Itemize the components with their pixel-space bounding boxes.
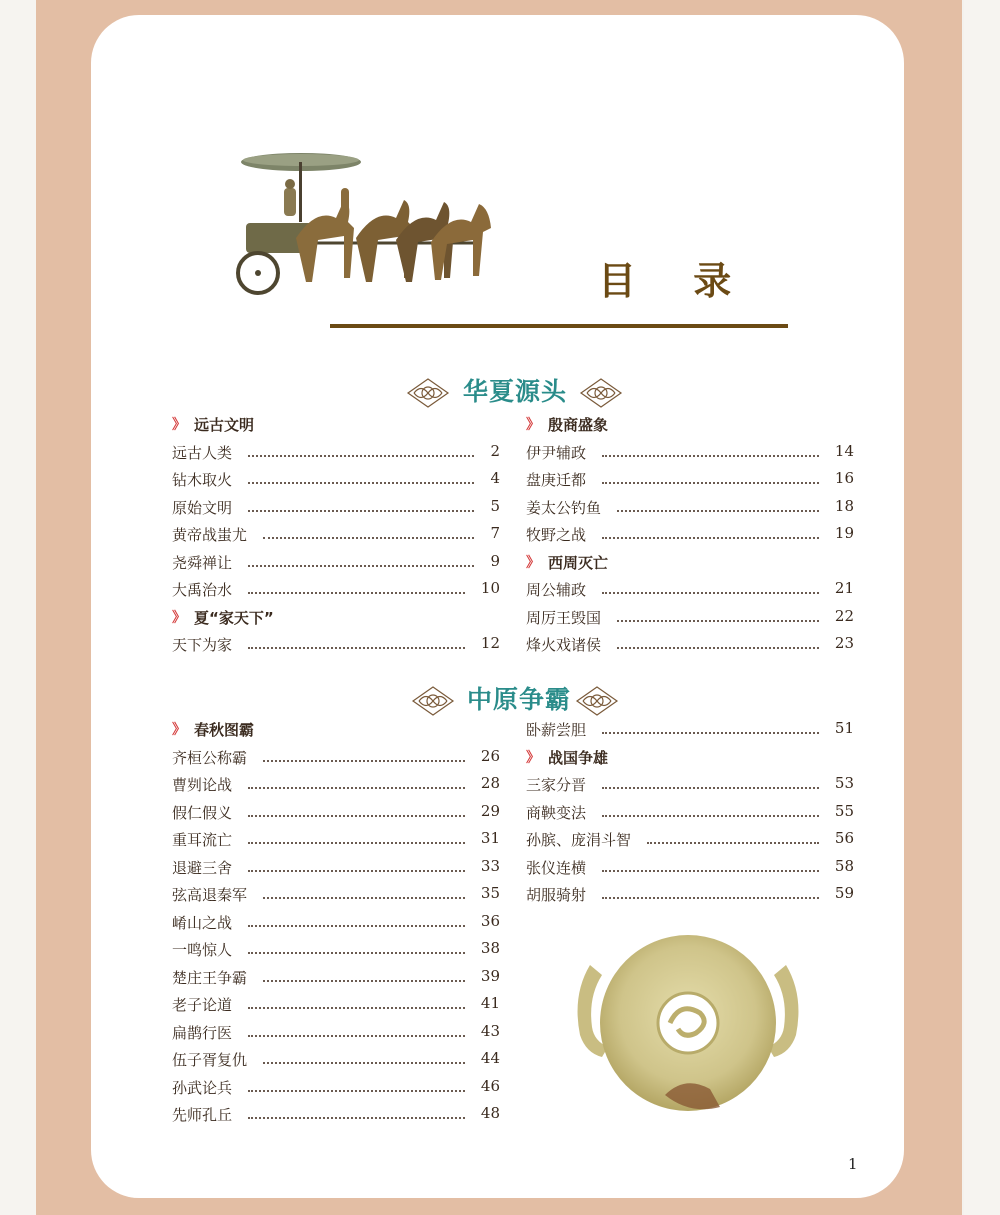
toc-entry-title: 商鞅变法 bbox=[526, 804, 587, 822]
toc-entry-page: 19 bbox=[834, 524, 854, 542]
toc-entry-page: 53 bbox=[834, 774, 854, 792]
dot-leader bbox=[602, 537, 819, 539]
chevron-marker-icon: 》 bbox=[526, 555, 540, 571]
toc-subsection-heading bbox=[526, 414, 854, 440]
knot-ornament-icon bbox=[405, 376, 451, 410]
toc-entry bbox=[526, 802, 854, 828]
toc-entry-title: 原始文明 bbox=[172, 499, 233, 517]
page-number: 1 bbox=[848, 1155, 858, 1173]
toc-entry-page: 10 bbox=[480, 579, 500, 597]
dot-leader bbox=[248, 815, 465, 817]
toc-entry bbox=[172, 469, 500, 495]
dot-leader bbox=[248, 842, 465, 844]
toc-entry-page: 4 bbox=[490, 469, 500, 487]
dot-leader bbox=[263, 980, 465, 982]
dot-leader bbox=[647, 842, 819, 844]
toc-entry-page: 44 bbox=[480, 1049, 500, 1067]
toc-entry-title: 大禹治水 bbox=[172, 581, 233, 599]
toc-entry bbox=[526, 829, 854, 855]
dot-leader bbox=[602, 787, 819, 789]
toc-entry-title: 扁鹊行医 bbox=[172, 1024, 233, 1042]
toc-entry-title: 伍子胥复仇 bbox=[172, 1051, 248, 1069]
toc-entry bbox=[172, 579, 500, 605]
toc-subsection-heading bbox=[172, 719, 500, 745]
dot-leader bbox=[602, 732, 819, 734]
knot-ornament-icon bbox=[410, 684, 456, 718]
toc-entry-title: 黄帝战蚩尤 bbox=[172, 526, 248, 544]
section-heading bbox=[0, 680, 1000, 720]
toc-entry-title: 天下为家 bbox=[172, 636, 233, 654]
dot-leader bbox=[248, 1117, 465, 1119]
toc-entry-title: 伊尹辅政 bbox=[526, 444, 587, 462]
toc-entry bbox=[172, 634, 500, 660]
toc-entry bbox=[526, 884, 854, 910]
toc-entry bbox=[172, 1077, 500, 1103]
subsection-label: 战国争雄 bbox=[548, 749, 609, 767]
toc-entry-page: 51 bbox=[834, 719, 854, 737]
toc-entry bbox=[172, 994, 500, 1020]
toc-entry bbox=[526, 607, 854, 633]
toc-entry-title: 胡服骑射 bbox=[526, 886, 587, 904]
dot-leader bbox=[263, 897, 465, 899]
subsection-label: 夏“家天下” bbox=[194, 609, 274, 627]
toc-entry-title: 孙膑、庞涓斗智 bbox=[526, 831, 632, 849]
dot-leader bbox=[617, 510, 819, 512]
section-title: 华夏源头 bbox=[463, 377, 568, 406]
dot-leader bbox=[248, 952, 465, 954]
dot-leader bbox=[602, 455, 819, 457]
toc-entry-page: 48 bbox=[480, 1104, 500, 1122]
toc-entry bbox=[172, 524, 500, 550]
dot-leader bbox=[248, 925, 465, 927]
toc-entry-title: 先师孔丘 bbox=[172, 1106, 233, 1124]
title-underline bbox=[330, 324, 788, 328]
toc-entry-page: 55 bbox=[834, 802, 854, 820]
toc-entry bbox=[526, 442, 854, 468]
toc-entry bbox=[172, 939, 500, 965]
subsection-label: 春秋图霸 bbox=[194, 721, 255, 739]
toc-entry-page: 16 bbox=[834, 469, 854, 487]
dot-leader bbox=[602, 870, 819, 872]
toc-entry-title: 假仁假义 bbox=[172, 804, 233, 822]
dot-leader bbox=[263, 537, 474, 539]
toc-entry-page: 59 bbox=[834, 884, 854, 902]
dot-leader bbox=[248, 1007, 465, 1009]
dot-leader bbox=[248, 647, 465, 649]
dot-leader bbox=[248, 1090, 465, 1092]
dot-leader bbox=[602, 897, 819, 899]
toc-entry-title: 弦高退秦军 bbox=[172, 886, 248, 904]
toc-entry-page: 38 bbox=[480, 939, 500, 957]
toc-subsection-heading bbox=[526, 747, 854, 773]
toc-entry bbox=[172, 802, 500, 828]
toc-entry bbox=[172, 1049, 500, 1075]
toc-entry-title: 钻木取火 bbox=[172, 471, 233, 489]
toc-entry bbox=[172, 967, 500, 993]
toc-entry-page: 46 bbox=[480, 1077, 500, 1095]
toc-entry bbox=[172, 497, 500, 523]
toc-entry-title: 姜太公钓鱼 bbox=[526, 499, 602, 517]
toc-entry-page: 56 bbox=[834, 829, 854, 847]
toc-entry-page: 58 bbox=[834, 857, 854, 875]
toc-entry bbox=[526, 719, 854, 745]
toc-entry-title: 张仪连横 bbox=[526, 859, 587, 877]
toc-entry bbox=[172, 1104, 500, 1130]
chevron-marker-icon: 》 bbox=[172, 722, 186, 738]
toc-entry-title: 一鸣惊人 bbox=[172, 941, 233, 959]
toc-entry bbox=[526, 497, 854, 523]
chevron-marker-icon: 》 bbox=[172, 610, 186, 626]
dot-leader bbox=[617, 647, 819, 649]
toc-entry bbox=[172, 774, 500, 800]
toc-entry bbox=[526, 774, 854, 800]
toc-entry-page: 36 bbox=[480, 912, 500, 930]
toc-entry-page: 18 bbox=[834, 497, 854, 515]
toc-entry-title: 齐桓公称霸 bbox=[172, 749, 248, 767]
dot-leader bbox=[617, 620, 819, 622]
toc-entry-title: 盘庚迁都 bbox=[526, 471, 587, 489]
toc-entry bbox=[526, 634, 854, 660]
toc-entry bbox=[172, 857, 500, 883]
toc-entry-title: 老子论道 bbox=[172, 996, 233, 1014]
dot-leader bbox=[248, 787, 465, 789]
toc-entry bbox=[172, 912, 500, 938]
dot-leader bbox=[248, 870, 465, 872]
toc-entry-page: 7 bbox=[490, 524, 500, 542]
toc-entry-title: 孙武论兵 bbox=[172, 1079, 233, 1097]
subsection-label: 西周灭亡 bbox=[548, 554, 609, 572]
chevron-marker-icon: 》 bbox=[526, 417, 540, 433]
knot-ornament-icon bbox=[574, 684, 620, 718]
toc-subsection-heading bbox=[526, 552, 854, 578]
toc-entry-page: 26 bbox=[480, 747, 500, 765]
toc-entry-page: 33 bbox=[480, 857, 500, 875]
section-title: 中原争霸 bbox=[467, 685, 572, 714]
dot-leader bbox=[602, 815, 819, 817]
jade-disc-icon bbox=[570, 925, 806, 1115]
paper-margin-right bbox=[964, 0, 1000, 1215]
toc-entry-page: 31 bbox=[480, 829, 500, 847]
page-title: 目 录 bbox=[598, 258, 754, 303]
toc-entry-title: 退避三舍 bbox=[172, 859, 233, 877]
toc-entry-title: 崤山之战 bbox=[172, 914, 233, 932]
toc-entry-page: 28 bbox=[480, 774, 500, 792]
toc-entry-page: 2 bbox=[490, 442, 500, 460]
toc-entry-page: 39 bbox=[480, 967, 500, 985]
toc-entry-page: 21 bbox=[834, 579, 854, 597]
toc-entry bbox=[172, 829, 500, 855]
dot-leader bbox=[248, 482, 474, 484]
toc-entry bbox=[526, 469, 854, 495]
toc-entry bbox=[172, 442, 500, 468]
toc-entry-page: 12 bbox=[480, 634, 500, 652]
toc-entry-title: 曹刿论战 bbox=[172, 776, 233, 794]
toc-entry-title: 周厉王毁国 bbox=[526, 609, 602, 627]
dot-leader bbox=[248, 510, 474, 512]
toc-entry-title: 三家分晋 bbox=[526, 776, 587, 794]
dot-leader bbox=[602, 482, 819, 484]
toc-entry-title: 烽火戏诸侯 bbox=[526, 636, 602, 654]
toc-entry-page: 9 bbox=[490, 552, 500, 570]
toc-entry-page: 22 bbox=[834, 607, 854, 625]
dot-leader bbox=[248, 1035, 465, 1037]
chevron-marker-icon: 》 bbox=[526, 750, 540, 766]
toc-entry-title: 牧野之战 bbox=[526, 526, 587, 544]
toc-entry-title: 尧舜禅让 bbox=[172, 554, 233, 572]
toc-entry bbox=[172, 552, 500, 578]
section-heading bbox=[0, 372, 1000, 412]
toc-entry-page: 5 bbox=[490, 497, 500, 515]
toc-entry-title: 卧薪尝胆 bbox=[526, 721, 587, 739]
toc-entry-title: 远古人类 bbox=[172, 444, 233, 462]
chevron-marker-icon: 》 bbox=[172, 417, 186, 433]
toc-entry bbox=[526, 579, 854, 605]
knot-ornament-icon bbox=[578, 376, 624, 410]
toc-entry-page: 41 bbox=[480, 994, 500, 1012]
toc-entry-page: 43 bbox=[480, 1022, 500, 1040]
subsection-label: 远古文明 bbox=[194, 416, 255, 434]
dot-leader bbox=[248, 455, 474, 457]
dot-leader bbox=[602, 592, 819, 594]
dot-leader bbox=[263, 1062, 465, 1064]
toc-subsection-heading bbox=[172, 607, 500, 633]
toc-entry-page: 29 bbox=[480, 802, 500, 820]
chariot-icon bbox=[236, 148, 506, 338]
toc-entry-page: 23 bbox=[834, 634, 854, 652]
toc-subsection-heading bbox=[172, 414, 500, 440]
dot-leader bbox=[248, 565, 474, 567]
toc-entry bbox=[172, 1022, 500, 1048]
dot-leader bbox=[263, 760, 465, 762]
toc-entry bbox=[172, 747, 500, 773]
toc-entry-title: 重耳流亡 bbox=[172, 831, 233, 849]
toc-entry-title: 楚庄王争霸 bbox=[172, 969, 248, 987]
toc-entry-title: 周公辅政 bbox=[526, 581, 587, 599]
dot-leader bbox=[248, 592, 465, 594]
toc-entry bbox=[526, 857, 854, 883]
toc-entry-page: 14 bbox=[834, 442, 854, 460]
toc-entry bbox=[172, 884, 500, 910]
toc-entry bbox=[526, 524, 854, 550]
subsection-label: 殷商盛象 bbox=[548, 416, 609, 434]
toc-entry-page: 35 bbox=[480, 884, 500, 902]
paper-margin-left bbox=[0, 0, 36, 1215]
